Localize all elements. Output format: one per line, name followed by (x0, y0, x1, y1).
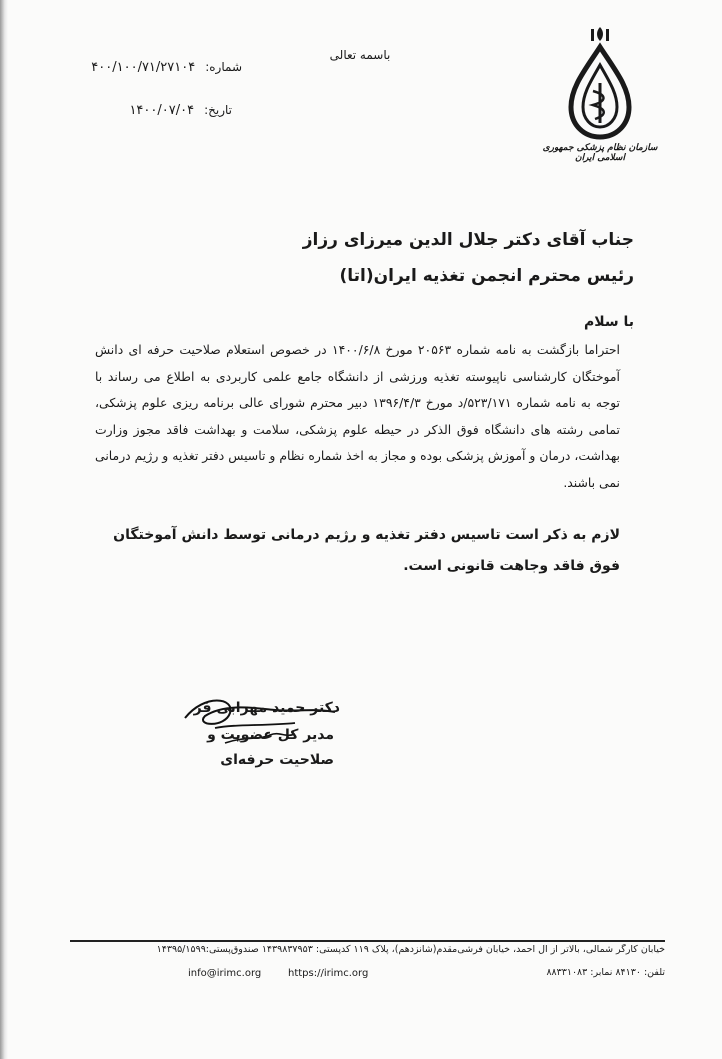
logo-caption: سازمان نظام پزشکی جمهوری اسلامی ایران (542, 143, 658, 163)
date-label: تاریخ: (204, 103, 232, 117)
recipient-title: رئیس محترم انجمن تغذیه ایران(اتا) (339, 266, 634, 286)
footer-address: خیابان کارگر شمالی، بالاتر از آل احمد، خیابان فرشی‌مقدم(شانزدهم)، پلاک ۱۱۹ کدپستی: ۱۴۳۹۸۳۷۹۵۳ صندوق‌پستی:۱۴۳۹۵/۱۵۹۹ (156, 944, 665, 955)
signatory-name: دکتر حمید مهرابی فر (193, 700, 340, 716)
scan-edge-shadow (0, 0, 8, 1059)
footer-website[interactable]: https://irimc.org (288, 968, 369, 979)
footer-phone: تلفن: ۸۴۱۳۰ نمابر: ۸۸۳۳۱۰۸۳ (546, 967, 665, 978)
letter-body-paragraph: احتراما بازگشت به نامه شماره ۲۰۵۶۳ مورخ ۱۴۰۰/۶/۸ در خصوص استعلام صلاحیت حرفه ای دانش آموختگان کارشناسی ناپیوسته تغذیه ورزشی از دانشگاه جامع علمی کاربردی به اطلاع می رساند با توجه به نامه شماره ۵۲۳/۱۷۱/د مورخ ۱۳۹۶/۴/۳ دبیر محترم شورای عالی برنامه ریزی علوم پزشکی، تمامی رشته های دانشگاه فوق الذکر در حیطه علوم پزشکی، سلامت و بهداشت فاقد مجوز وزارت بهداشت، درمان و آموزش پزشکی بوده و مجاز به اخذ شماره نظام و تاسیس دفتر تغذیه و رژیم درمانی نمی باشند. (95, 342, 620, 490)
emblem-icon (565, 25, 635, 143)
salutation: با سلام (583, 314, 634, 330)
date-value: ۱۴۰۰/۰۷/۰۴ (129, 103, 195, 118)
recipient-name: جناب آقای دکتر جلال الدین میرزای رزاز (302, 230, 634, 250)
basmeh: باسمه تعالی (329, 48, 391, 62)
letter-number-row (91, 60, 242, 75)
irimc-logo (540, 25, 660, 175)
footer-email[interactable]: info@irimc.org (188, 968, 262, 979)
footer-divider (70, 940, 665, 942)
letter-body (95, 337, 620, 496)
signatory-title-1: مدیر کل عضویت و (207, 727, 334, 743)
handwritten-signature (175, 688, 355, 758)
letter-date-row (129, 103, 232, 118)
letter-closing: لازم به ذکر است تاسیس دفتر تغذیه و رژیم درمانی توسط دانش آموختگان فوق فاقد وجاهت قانونی است. (113, 527, 620, 574)
signatory-title-2: صلاحیت حرفه‌ای (220, 752, 334, 768)
number-label: شماره: (205, 60, 242, 74)
number-value: ۴۰۰/۱۰۰/۷۱/۲۷۱۰۴ (91, 60, 196, 75)
